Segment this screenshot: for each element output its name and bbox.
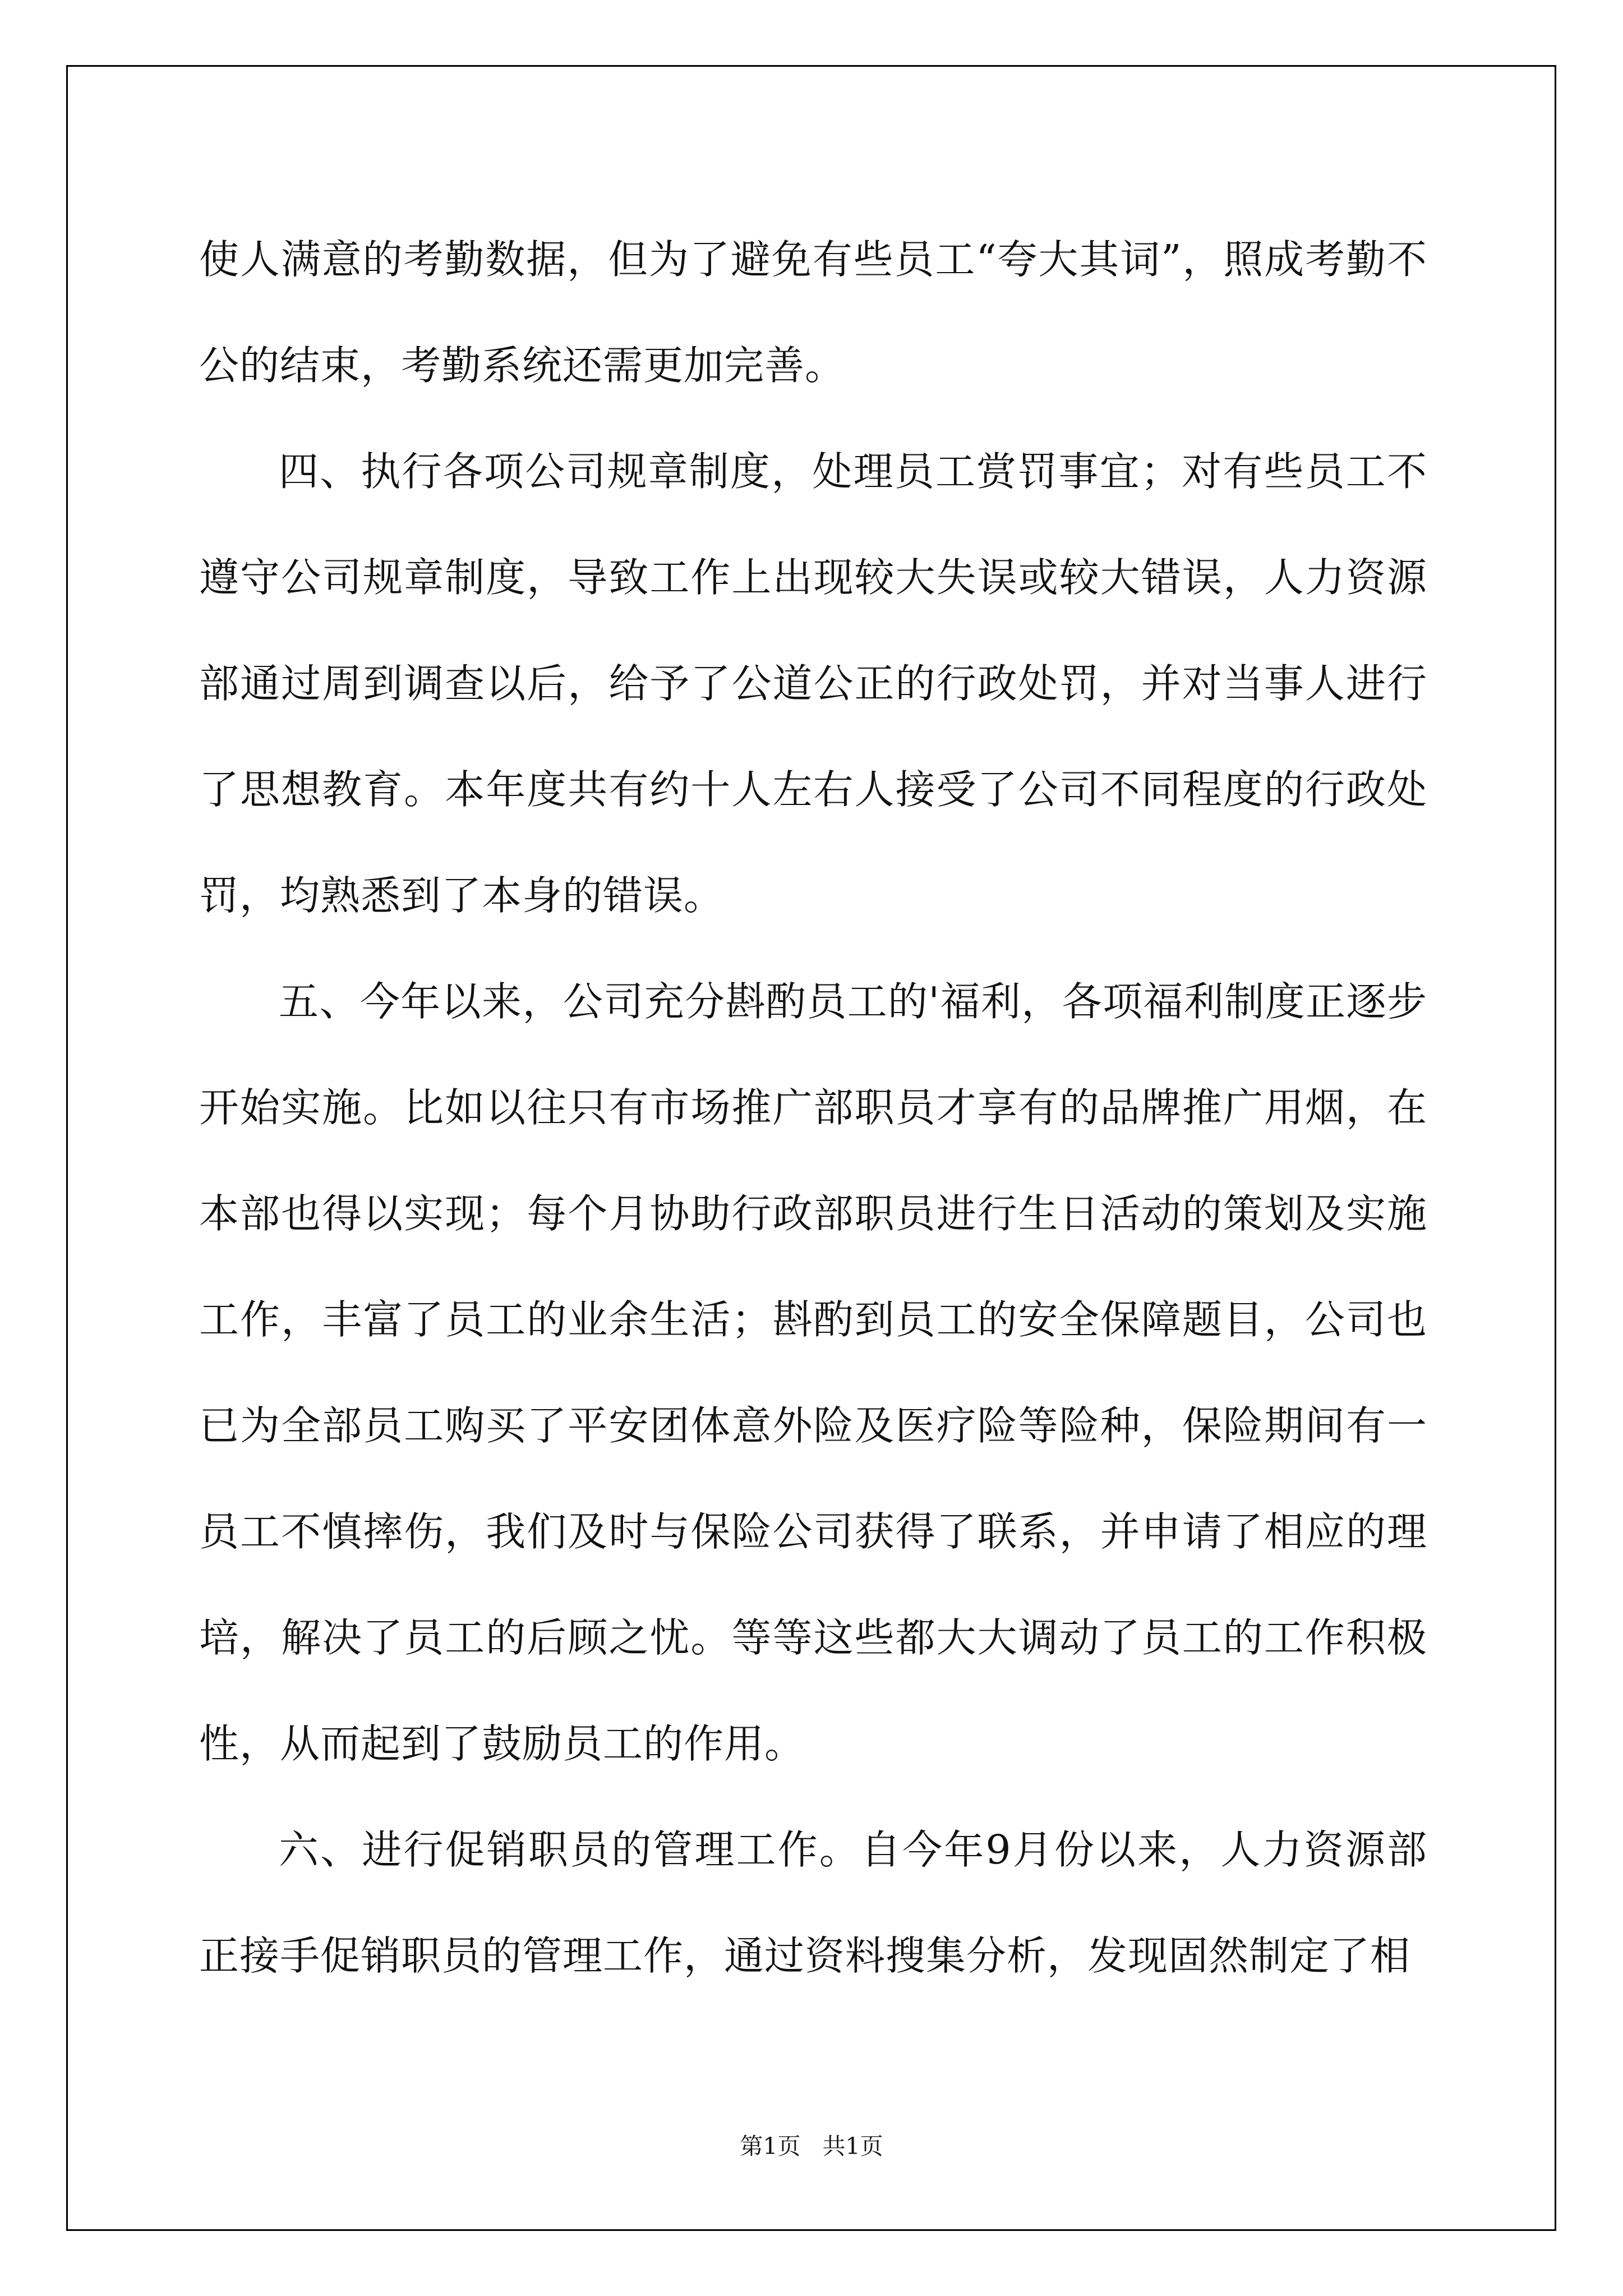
paragraph-section-six: 六、进行促销职员的管理工作。自今年9月份以来，人力资源部正接手促销职员的管理工作，通过资料搜集分析，发现固然制定了相 [199, 1826, 1427, 1979]
paragraph-attendance: 使人满意的考勤数据，但为了避免有些员工“夸大其词”，照成考勤不公的结束，考勤系统还需更加完善。 [199, 236, 1427, 389]
paragraph-section-four: 四、执行各项公司规章制度，处理员工赏罚事宜；对有些员工不遵守公司规章制度，导致工作上出现较大失误或较大错误，人力资源部通过周到调查以后，给予了公道公正的行政处罚，并对当事人进行了思想教育。本年度共有约十人左右人接受了公司不同程度的行政处罚，均熟悉到了本身的错误。 [199, 448, 1427, 919]
document-body [199, 206, 1427, 2009]
page-number-footer: 第1页 共1页 [740, 2133, 883, 2160]
paragraph-section-five: 五、今年以来，公司充分斟酌员工的'福利，各项福利制度正逐步开始实施。比如以往只有市场推广部职员才享有的品牌推广用烟，在本部也得以实现；每个月协助行政部职员进行生日活动的策划及实施工作，丰富了员工的业余生活；斟酌到员工的安全保障题目，公司也已为全部员工购买了平安团体意外险及医疗险等险种，保险期间有一员工不慎摔伤，我们及时与保险公司获得了联系，并申请了相应的理培，解决了员工的后顾之忧。等等这些都大大调动了员工的工作积极性，从而起到了鼓励员工的作用。 [199, 978, 1427, 1767]
